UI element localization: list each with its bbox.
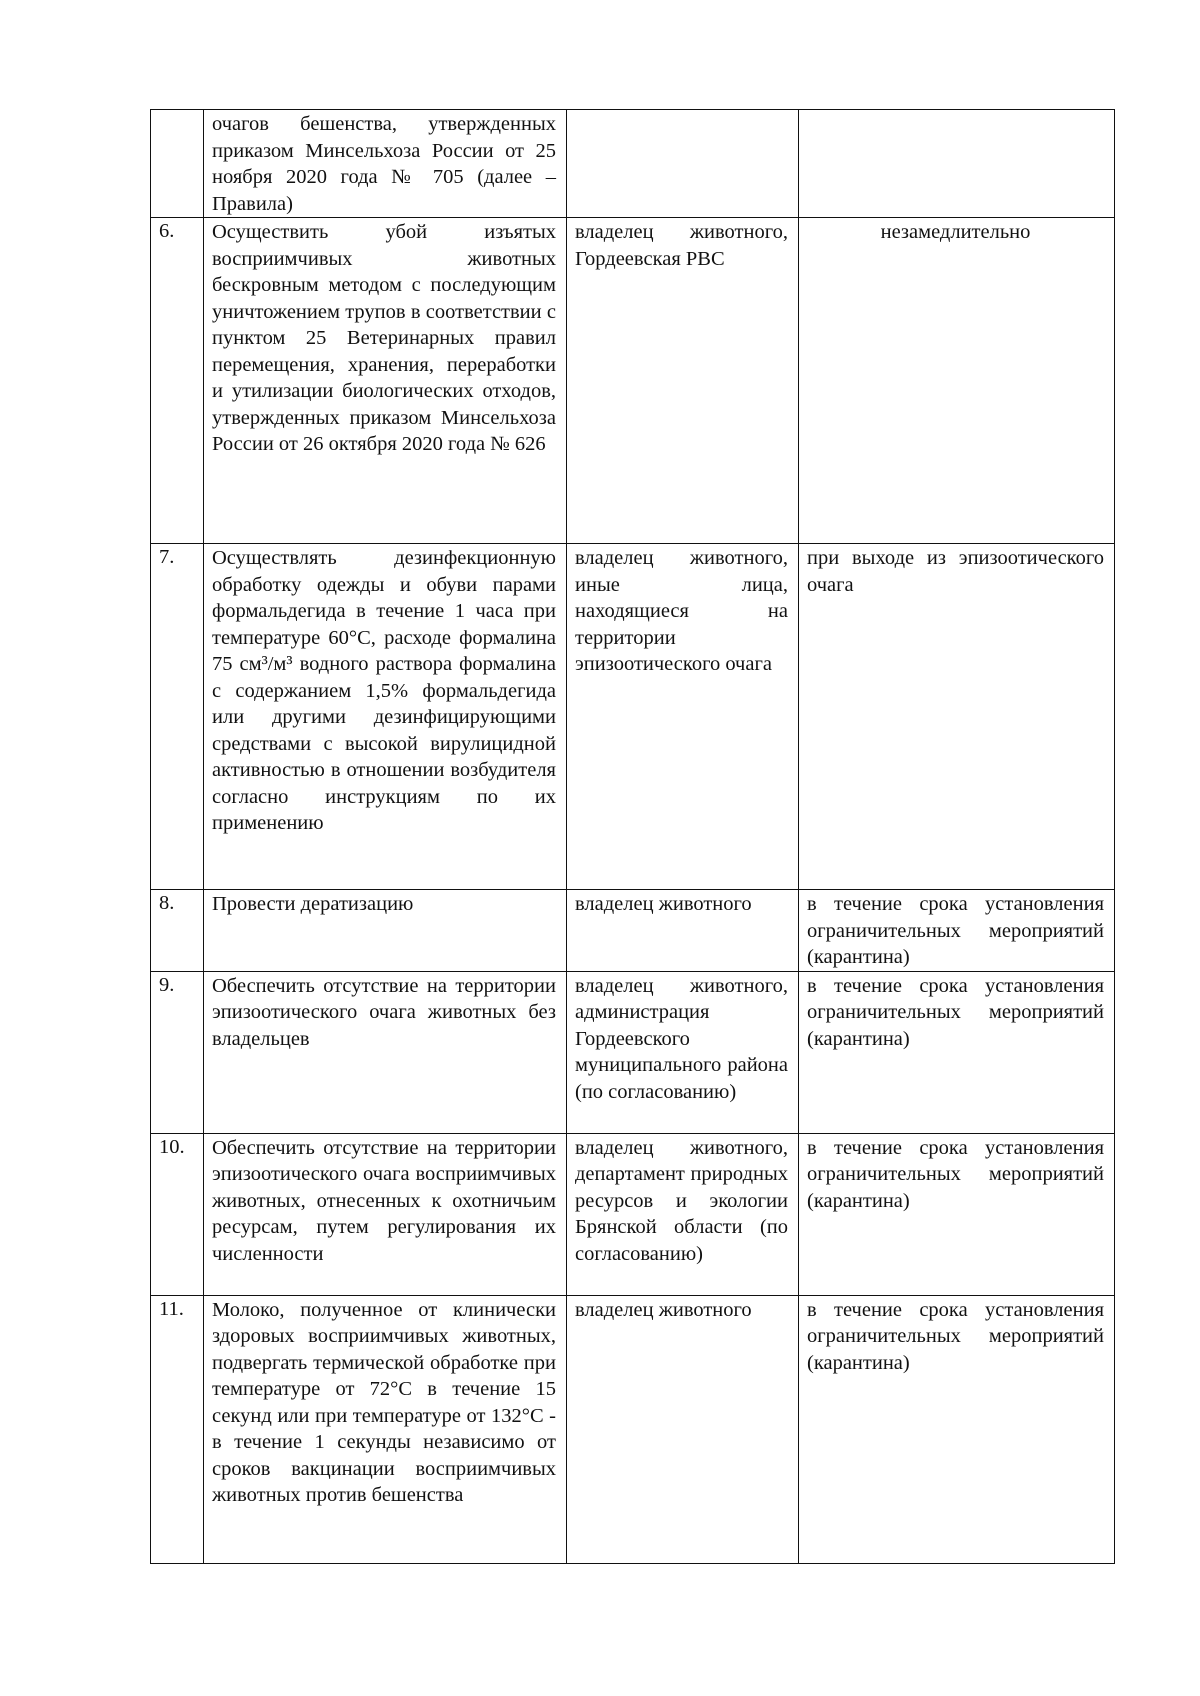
responsible-cell: владелец животного, департамент природных ресурсов и экологии Брянской области (по согласованию) [567,1133,799,1295]
term-cell: в течение срока установления ограничительных мероприятий (карантина) [799,971,1115,1133]
action-cell: очагов бешенства, утвержденных приказом Минсельхоза России от 25 ноября 2020 года № 705 (далее – Правила) [204,110,567,218]
action-cell: Осуществить убой изъятых восприимчивых животных бескровным методом с последующим уничтожением трупов в соответствии с пунктом 25 Ветеринарных правил перемещения, хранения, переработки и утилизации биологических отходов, утвержденных приказом Минсельхоза России от 26 октября 2020 года № 626 [204,218,567,544]
table-row [151,110,1115,218]
row-number: 10. [151,1133,204,1295]
term-cell: при выходе из эпизоотического очага [799,544,1115,890]
row-number: 9. [151,971,204,1133]
row-number: 6. [151,218,204,544]
measures-table [150,109,1115,1564]
row-number: 7. [151,544,204,890]
table-row [151,890,1115,972]
responsible-cell: владелец животного, администрация Гордеевского муниципального района (по согласованию) [567,971,799,1133]
action-cell: Молоко, полученное от клинически здоровых восприимчивых животных, подвергать термической обработке при температуре от 72°С в течение 15 секунд или при температуре от 132°С - в течение 1 секунды независимо от сроков вакцинации восприимчивых животных против бешенства [204,1295,567,1563]
action-cell: Обеспечить отсутствие на территории эпизоотического очага восприимчивых животных, отнесенных к охотничьим ресурсам, путем регулирования их численности [204,1133,567,1295]
responsible-cell: владелец животного [567,890,799,972]
responsible-cell [567,110,799,218]
action-cell: Провести дератизацию [204,890,567,972]
action-cell: Обеспечить отсутствие на территории эпизоотического очага животных без владельцев [204,971,567,1133]
action-cell: Осуществлять дезинфекционную обработку одежды и обуви парами формальдегида в течение 1 часа при температуре 60°С, расходе формалина 75 см³/м³ водного раствора формалина с содержанием 1,5% формальдегида или другими дезинфицирующими средствами с высокой вирулицидной активностью в отношении возбудителя согласно инструкциям по их применению [204,544,567,890]
responsible-cell: владелец животного, Гордеевская РВС [567,218,799,544]
row-number: 8. [151,890,204,972]
term-cell: в течение срока установления ограничительных мероприятий (карантина) [799,890,1115,972]
table-row [151,544,1115,890]
table-row [151,218,1115,544]
term-cell: в течение срока установления ограничительных мероприятий (карантина) [799,1295,1115,1563]
term-cell [799,110,1115,218]
row-number: 11. [151,1295,204,1563]
row-number [151,110,204,218]
term-cell: в течение срока установления ограничительных мероприятий (карантина) [799,1133,1115,1295]
responsible-cell: владелец животного [567,1295,799,1563]
table-row [151,1133,1115,1295]
responsible-cell: владелец животного, иные лица, находящиеся на территории эпизоотического очага [567,544,799,890]
table-row [151,971,1115,1133]
table-row [151,1295,1115,1563]
term-cell: незамедлительно [799,218,1115,544]
